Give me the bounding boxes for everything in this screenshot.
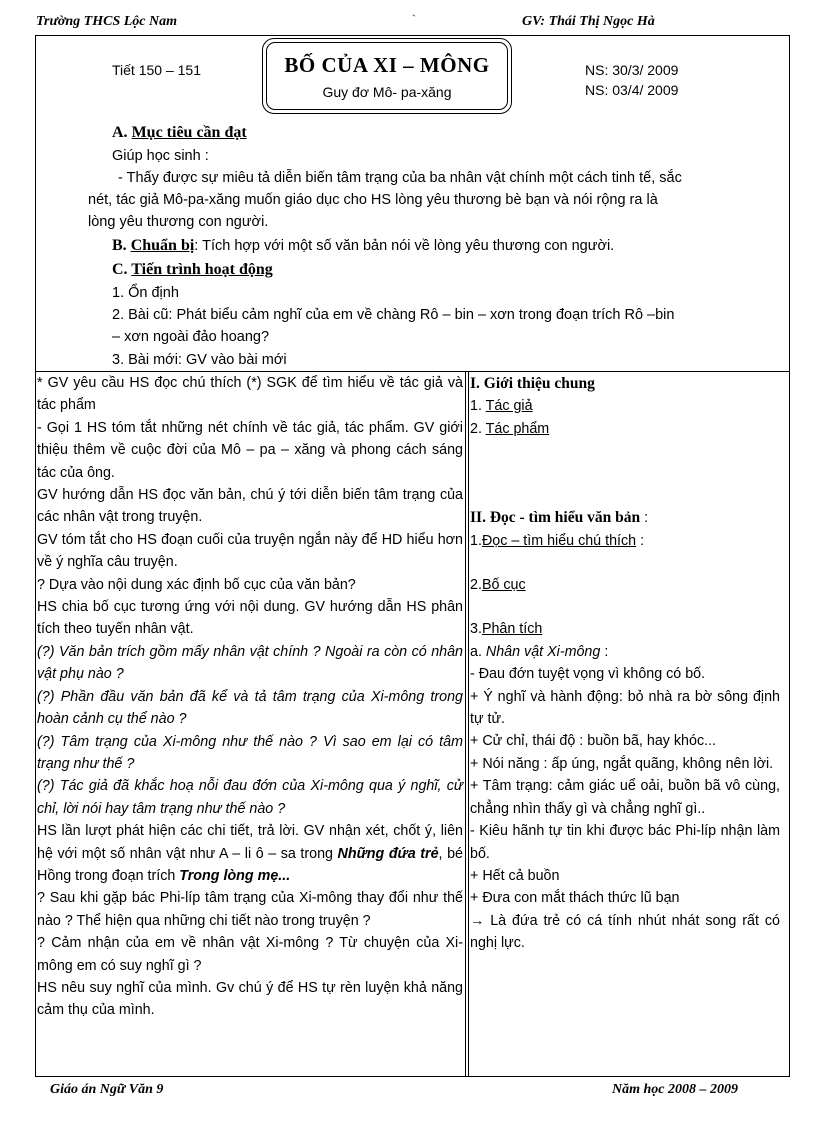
left-column	[37, 372, 463, 1022]
step-3: 3. Bài mới: GV vào bài mới	[112, 352, 287, 368]
header-mark: `	[412, 12, 416, 26]
left-para-9: ? Cảm nhận của em về nhân vật Xi-mông ? Từ chuyện của Xi-mông em có suy nghĩ gì ?	[37, 935, 463, 974]
header-school: Trường THCS Lộc Nam	[36, 14, 177, 29]
right-item-character: a. Nhân vật Xi-mông :	[470, 643, 609, 660]
right-item-analysis: 3.Phân tích	[470, 621, 543, 638]
column-divider	[465, 372, 466, 1077]
right-bullet-4: + Nói năng : ấp úng, ngắt quãng, không nên lời.	[470, 755, 774, 772]
left-para-7: HS lần lượt phát hiện các chi tiết, trả lời. GV nhận xét, chốt ý, liên hệ với một số nhân vật như A – li ô – sa trong Những đứa trẻ, bé Hồng trong đoạn trích Trong lòng mẹ...	[37, 823, 463, 884]
right-bullet-1: - Đau đớn tuyệt vọng vì không có bố.	[470, 666, 706, 683]
left-question-3: (?) Tâm trạng của Xi-mông như thế nào ? Vì sao em lại có tâm trạng như thế ?	[37, 733, 463, 772]
section-a: A. Mục tiêu cần đạt	[112, 124, 247, 141]
right-column	[470, 372, 780, 955]
right-heading-2: II. Đọc - tìm hiểu văn bản :	[470, 509, 649, 527]
goal-line-1: - Thấy được sự miêu tả diễn biến tâm trạng của ba nhân vật chính một cách tinh tế, sắc	[118, 170, 682, 186]
right-bullet-7: + Hết cả buồn	[470, 867, 560, 884]
left-para-1: * GV yêu cầu HS đọc chú thích (*) SGK để tìm hiểu về tác giả và tác phẩm	[37, 375, 463, 414]
left-question-2: (?) Phần đầu văn bản đã kể và tả tâm trạng của Xi-mông trong hoàn cảnh cụ thể nào ?	[37, 688, 463, 728]
help-text: Giúp học sinh :	[112, 148, 209, 164]
lesson-author: Guy đơ Mô- pa-xăng	[322, 84, 452, 100]
lesson-period: Tiết 150 – 151	[112, 62, 201, 78]
left-para-3: GV hướng dẫn HS đọc văn bản, chú ý tới diễn biến tâm trạng của các nhân vật trong truyện.	[37, 487, 463, 526]
footer-subject: Giáo án Ngữ Văn 9	[50, 1082, 164, 1097]
right-bullet-9: → Là đứa trẻ có cá tính nhút nhát song rất có nghị lực.	[470, 912, 780, 952]
footer-year: Năm học 2008 – 2009	[612, 1082, 738, 1097]
right-heading-1: I. Giới thiệu chung	[470, 375, 595, 392]
title-box	[262, 38, 512, 114]
right-bullet-5: + Tâm trạng: cảm giác uể oải, buồn bã vô cùng, chẳng nhìn thấy gì và chẳng nghĩ gì..	[470, 778, 780, 817]
left-para-2: - Gọi 1 HS tóm tắt những nét chính về tác giả, tác phẩm. GV giới thiệu thêm về cuộc đời của Mô – pa – xăng và phong cách sáng tác của ông.	[37, 419, 463, 481]
right-item-reading: 1.Đọc – tìm hiểu chú thích :	[470, 532, 645, 549]
column-divider-2	[468, 372, 469, 1077]
right-bullet-8: + Đưa con mắt thách thức lũ bạn	[470, 890, 680, 907]
arrow-icon: →	[470, 912, 485, 929]
left-para-4: GV tóm tắt cho HS đoạn cuối của truyện ngắn này để HD hiểu hơn về ý nghĩa câu truyện.	[37, 531, 463, 571]
left-question-1: (?) Văn bản trích gồm mấy nhân vật chính ? Ngoài ra còn có nhân vật phụ nào ?	[37, 643, 463, 683]
right-item-work: 2. Tác phẩm	[470, 420, 550, 437]
left-para-5: ? Dựa vào nội dung xác định bố cục của văn bản?	[37, 576, 356, 593]
step-2a: 2. Bài cũ: Phát biểu cảm nghĩ của em về chàng Rô – bin – xơn trong đoạn trích Rô –bin	[112, 307, 675, 323]
right-bullet-2: + Ý nghĩ và hành động: bỏ nhà ra bờ sông định tự tử.	[470, 688, 780, 728]
goal-line-2: nét, tác giả Mô-pa-xăng muốn giáo dục cho HS lòng yêu thương bè bạn và nói rộng ra là	[88, 192, 658, 208]
right-item-author: 1. Tác giả	[470, 398, 533, 415]
left-para-10: HS nêu suy nghĩ của mình. Gv chú ý để HS tự rèn luyện khả năng cảm thụ của mình.	[37, 979, 463, 1019]
right-bullet-6: - Kiêu hãnh tự tin khi được bác Phi-líp nhận làm bố.	[470, 823, 780, 862]
section-b: B. Chuẩn bị: Tích hợp với một số văn bản nói về lòng yêu thương con người.	[112, 237, 615, 254]
right-bullet-3: + Cử chỉ, thái độ : buồn bã, hay khóc...	[470, 733, 717, 750]
right-item-structure: 2.Bố cục	[470, 577, 526, 594]
header-teacher: GV: Thái Thị Ngọc Hà	[522, 14, 655, 29]
ns-date-1: NS: 30/3/ 2009	[585, 62, 679, 78]
goal-line-3: lòng yêu thương con người.	[88, 214, 269, 230]
lesson-title: BỐ CỦA XI – MÔNG	[284, 53, 490, 77]
section-c: C. Tiến trình hoạt động	[112, 261, 273, 278]
left-question-4: (?) Tác giả đã khắc hoạ nỗi đau đớn của Xi-mông qua ý nghĩ, cử chỉ, lời nói hay tâm trạng như thế nào ?	[37, 778, 463, 817]
step-2b: – xơn ngoài đảo hoang?	[112, 329, 270, 345]
step-1: 1. Ổn định	[112, 285, 179, 301]
left-para-8: ? Sau khi gặp bác Phi-líp tâm trạng của Xi-mông thay đổi như thế nào ? Thể hiện qua những chi tiết nào trong truyện ?	[37, 890, 463, 929]
ns-date-2: NS: 03/4/ 2009	[585, 82, 679, 98]
left-para-6: HS chia bố cục tương ứng với nội dung. GV hướng dẫn HS phân tích theo tuyến nhân vật.	[37, 599, 463, 638]
